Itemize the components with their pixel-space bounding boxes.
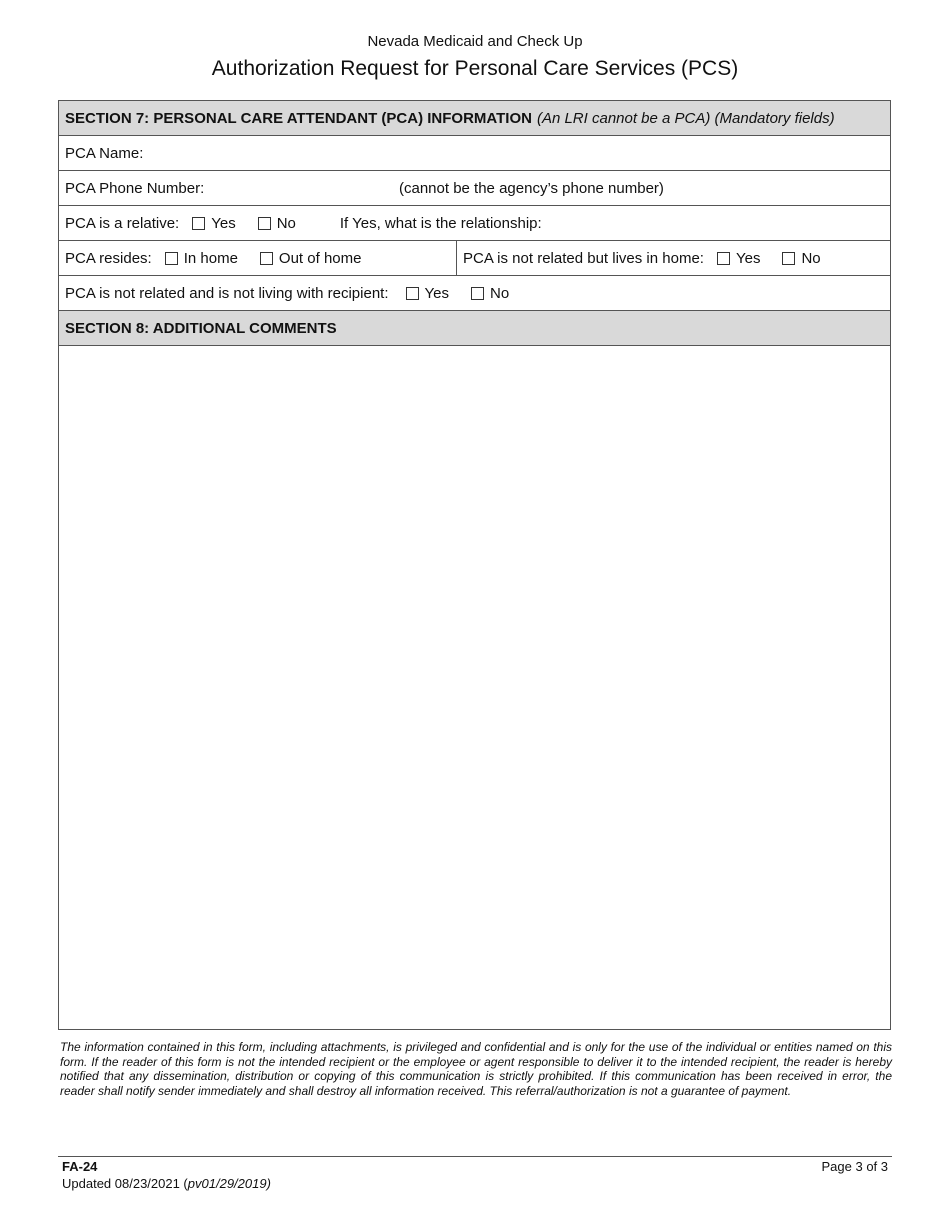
organization-name: Nevada Medicaid and Check Up [367, 33, 583, 50]
additional-comments-field[interactable] [59, 346, 890, 1029]
relative-no-option[interactable] [258, 215, 296, 232]
pca-resides-row [59, 241, 890, 276]
pca-form-table [58, 100, 891, 1030]
relative-yes-label: Yes [211, 214, 236, 232]
resides-out-of-home-option[interactable] [260, 250, 362, 267]
pca-name-label: PCA Name: [65, 144, 144, 162]
relative-no-label: No [276, 214, 296, 232]
relative-no-checkbox[interactable] [258, 217, 271, 230]
not-living-no-label: No [490, 284, 510, 302]
pca-phone-label: PCA Phone Number: [65, 179, 205, 197]
pca-not-living-row [59, 276, 890, 311]
relative-label: PCA is a relative: [65, 214, 180, 232]
not-related-lives-yes-label: Yes [735, 249, 761, 267]
not-living-yes-label: Yes [424, 284, 449, 302]
confidentiality-disclaimer: The information contained in this form, including attachments, is privileged and confidential and is only for the use of the individual or entities named on this form. If the reader of this form is not the intended recipient or the employee or agent responsible to deliver it to the intended recipient, the reader is hereby notified that any dissemination, distribution or copying of this communication is strictly prohibited. If this communication has been received in error, the reader shall notify sender immediately and shall destroy all information received. This referral/authorization is not a guarantee of payment. [60, 1040, 892, 1098]
section8-heading: SECTION 8: ADDITIONAL COMMENTS [65, 319, 337, 337]
section8-header [59, 311, 890, 346]
updated-date [62, 1176, 271, 1191]
relationship-label: If Yes, what is the relationship: [339, 214, 542, 232]
pca-name-row[interactable] [59, 136, 890, 171]
pca-relative-row [59, 206, 890, 241]
resides-in-home-option[interactable] [165, 250, 238, 267]
section7-note: (An LRI cannot be a PCA) (Mandatory fields) [536, 109, 835, 127]
not-related-lives-no-option[interactable] [782, 250, 820, 267]
out-of-home-checkbox[interactable] [260, 252, 273, 265]
footer-divider [58, 1156, 892, 1157]
not-living-no-option[interactable] [471, 285, 509, 302]
relative-yes-checkbox[interactable] [192, 217, 205, 230]
section7-heading: SECTION 7: PERSONAL CARE ATTENDANT (PCA) INFORMATION [65, 109, 532, 127]
pca-phone-row[interactable] [59, 171, 890, 206]
resides-label: PCA resides: [65, 249, 152, 267]
not-living-label: PCA is not related and is not living with recipient: [65, 284, 389, 302]
not-related-lives-yes-checkbox[interactable] [717, 252, 730, 265]
out-of-home-label: Out of home [278, 249, 362, 267]
not-related-lives-label: PCA is not related but lives in home: [463, 249, 704, 267]
relative-yes-option[interactable] [192, 215, 235, 232]
form-code: FA-24 [62, 1159, 98, 1174]
form-title: Authorization Request for Personal Care Services (PCS) [211, 57, 739, 80]
not-related-lives-no-label: No [801, 249, 821, 267]
not-related-lives-yes-option[interactable] [717, 250, 760, 267]
in-home-checkbox[interactable] [165, 252, 178, 265]
updated-prefix: Updated 08/23/2021 ( [62, 1176, 188, 1191]
page-number: Page 3 of 3 [821, 1159, 888, 1174]
not-related-lives-no-checkbox[interactable] [782, 252, 795, 265]
section7-header [59, 101, 890, 136]
pca-phone-note: (cannot be the agency’s phone number) [399, 179, 664, 197]
page-header [0, 33, 950, 82]
not-living-yes-checkbox[interactable] [406, 287, 419, 300]
not-living-no-checkbox[interactable] [471, 287, 484, 300]
previous-version: pv01/29/2019) [187, 1176, 271, 1191]
in-home-label: In home [183, 249, 238, 267]
not-living-yes-option[interactable] [406, 285, 449, 302]
